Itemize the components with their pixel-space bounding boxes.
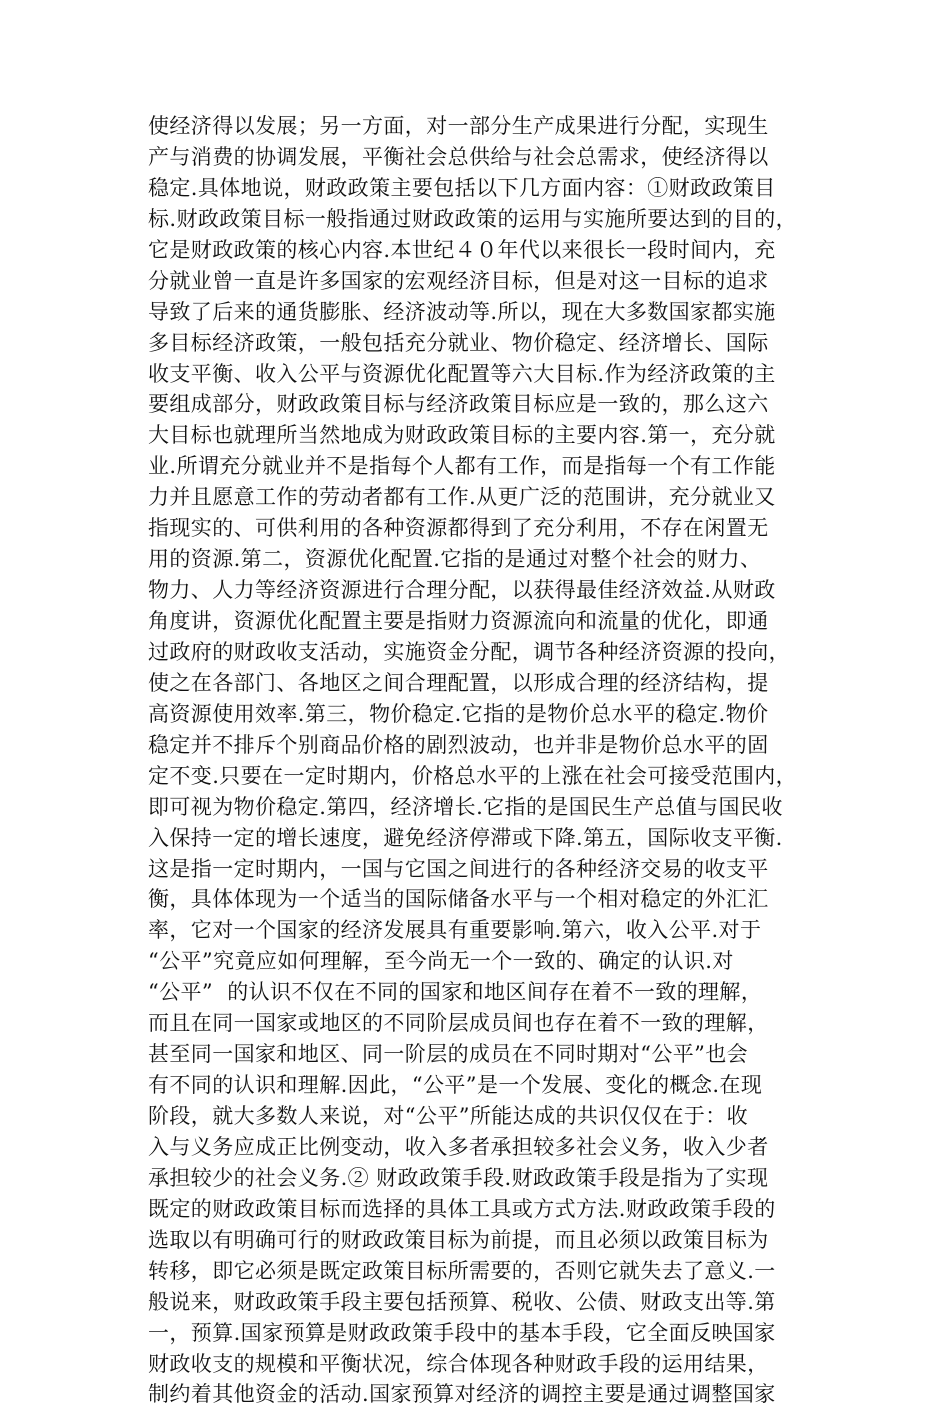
text-line: 定不变.只要在一定时期内，价格总水平的上涨在社会可接受范围内， bbox=[148, 763, 798, 788]
text-line: 标.财政政策目标一般指通过财政政策的运用与实施所要达到的目的， bbox=[148, 206, 798, 231]
text-line: 而且在同一国家或地区的不同阶层成员间也存在着不一致的理解， bbox=[148, 1011, 769, 1036]
text-line: 分就业曾一直是许多国家的宏观经济目标，但是对这一目标的追求 bbox=[148, 268, 769, 293]
text-line: 一，预算.国家预算是财政政策手段中的基本手段，它全面反映国家 bbox=[148, 1320, 776, 1345]
text-line: 导致了后来的通货膨胀、经济波动等.所以，现在大多数国家都实施 bbox=[148, 299, 776, 324]
text-line: 选取以有明确可行的财政政策目标为前提，而且必须以政策目标为 bbox=[148, 1227, 769, 1252]
text-line: 入与义务应成正比例变动，收入多者承担较多社会义务，收入少者 bbox=[148, 1134, 769, 1159]
text-line: 产与消费的协调发展，平衡社会总供给与社会总需求，使经济得以 bbox=[148, 144, 769, 169]
text-line: “公平” 的认识不仅在不同的国家和地区间存在着不一致的理解， bbox=[148, 980, 763, 1005]
text-line: 承担较少的社会义务.② 财政政策手段.财政政策手段是指为了实现 bbox=[148, 1165, 769, 1190]
text-line: 稳定.具体地说，财政政策主要包括以下几方面内容：①财政政策目 bbox=[148, 175, 776, 200]
text-line: 入保持一定的增长速度，避免经济停滞或下降.第五，国际收支平衡. bbox=[148, 825, 783, 850]
text-line: 率，它对一个国家的经济发展具有重要影响.第六，收入公平.对于 bbox=[148, 918, 762, 943]
text-line: 高资源使用效率.第三，物价稳定.它指的是物价总水平的稳定.物价 bbox=[148, 701, 769, 726]
text-line: 指现实的、可供利用的各种资源都得到了充分利用，不存在闲置无 bbox=[148, 516, 769, 541]
text-line: 业.所谓充分就业并不是指每个人都有工作，而是指每一个有工作能 bbox=[148, 454, 776, 479]
text-line: 角度讲，资源优化配置主要是指财力资源流向和流量的优化，即通 bbox=[148, 609, 769, 633]
text-line: 多目标经济政策，一般包括充分就业、物价稳定、经济增长、国际 bbox=[148, 330, 769, 355]
text-line: 甚至同一国家和地区、同一阶层的成员在不同时期对“公平”也会 bbox=[148, 1042, 749, 1067]
text-line: “公平”究竟应如何理解，至今尚无一个一致的、确定的认识.对 bbox=[148, 949, 734, 974]
text-line: 它是财政政策的核心内容.本世纪４０年代以来很长一段时间内，充 bbox=[148, 237, 776, 262]
text-line: 收支平衡、收入公平与资源优化配置等六大目标.作为经济政策的主 bbox=[148, 361, 776, 386]
text-line: 有不同的认识和理解.因此，“公平”是一个发展、变化的概念.在现 bbox=[148, 1073, 763, 1098]
text-line: 制约着其他资金的活动.国家预算对经济的调控主要是通过调整国家 bbox=[148, 1382, 776, 1407]
text-line: 力并且愿意工作的劳动者都有工作.从更广泛的范围讲，充分就业又 bbox=[148, 485, 776, 510]
text-line: 转移，即它必须是既定政策目标所需要的，否则它就失去了意义.一 bbox=[148, 1258, 776, 1283]
text-line: 使之在各部门、各地区之间合理配置，以形成合理的经济结构，提 bbox=[148, 670, 769, 695]
text-line: 既定的财政政策目标而选择的具体工具或方式方法.财政政策手段的 bbox=[148, 1196, 776, 1221]
text-line: 要组成部分，财政政策目标与经济政策目标应是一致的，那么这六 bbox=[148, 392, 769, 417]
text-line: 阶段，就大多数人来说，对“公平”所能达成的共识仅仅在于：收 bbox=[148, 1104, 749, 1128]
text-line: 稳定并不排斥个别商品价格的剧烈波动，也并非是物价总水平的固 bbox=[148, 732, 769, 757]
text-line: 般说来，财政政策手段主要包括预算、税收、公债、财政支出等.第 bbox=[148, 1289, 776, 1314]
text-line: 用的资源.第二，资源优化配置.它指的是通过对整个社会的财力、 bbox=[148, 547, 762, 572]
text-line: 大目标也就理所当然地成为财政政策目标的主要内容.第一，充分就 bbox=[148, 423, 776, 448]
text-line: 使经济得以发展；另一方面，对一部分生产成果进行分配，实现生 bbox=[148, 114, 769, 138]
body-text bbox=[148, 111, 828, 1410]
text-line: 即可视为物价稳定.第四，经济增长.它指的是国民生产总值与国民收 bbox=[148, 794, 783, 819]
text-line: 衡，具体体现为一个适当的国际储备水平与一个相对稳定的外汇汇 bbox=[148, 887, 769, 912]
text-line: 过政府的财政收支活动，实施资金分配，调节各种经济资源的投向， bbox=[148, 639, 790, 664]
text-line: 这是指一定时期内，一国与它国之间进行的各种经济交易的收支平 bbox=[148, 856, 769, 881]
text-line: 物力、人力等经济资源进行合理分配，以获得最佳经济效益.从财政 bbox=[148, 578, 776, 603]
text-line: 财政收支的规模和平衡状况，综合体现各种财政手段的运用结果， bbox=[148, 1351, 769, 1376]
